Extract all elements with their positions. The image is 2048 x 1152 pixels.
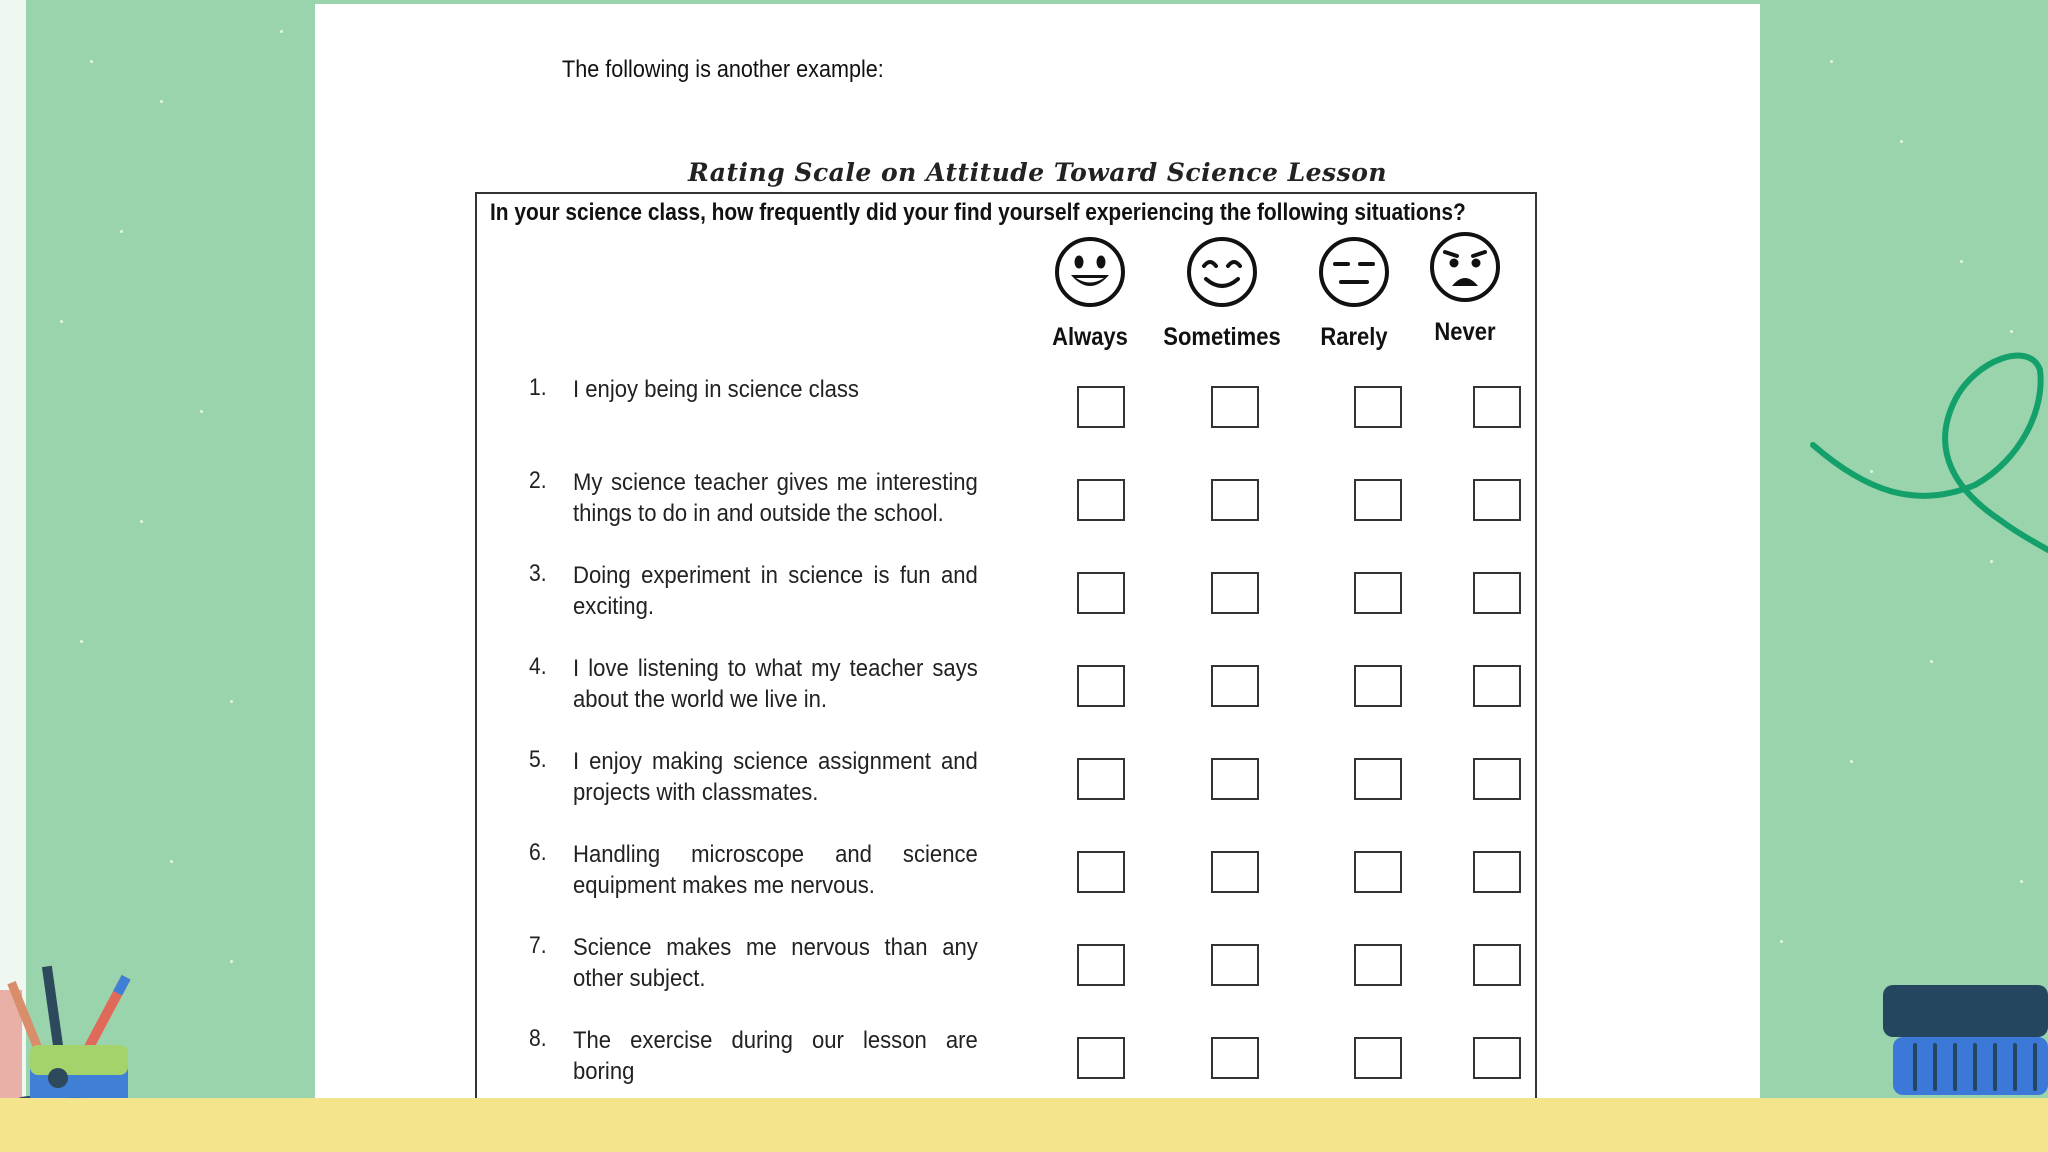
item-text: I enjoy being in science class — [573, 376, 859, 403]
scale-always — [1015, 237, 1165, 352]
item-number: 1. — [529, 374, 547, 401]
background-speck — [230, 960, 233, 963]
background-speck — [170, 860, 173, 863]
background-speck — [1900, 140, 1903, 143]
rating-scale-title: Rating Scale on Attitude Toward Science Lesson — [687, 158, 1388, 187]
item-number: 6. — [529, 839, 547, 866]
swirl-doodle-icon — [1805, 350, 2048, 580]
checkbox-item6-rarely[interactable] — [1354, 851, 1402, 893]
checkbox-item2-always[interactable] — [1077, 479, 1125, 521]
checkbox-item6-never[interactable] — [1473, 851, 1521, 893]
checkbox-item7-always[interactable] — [1077, 944, 1125, 986]
item-number: 5. — [529, 746, 547, 773]
item-number: 7. — [529, 932, 547, 959]
item-number: 3. — [529, 560, 547, 587]
background-speck — [140, 520, 143, 523]
checkbox-item1-sometimes[interactable] — [1211, 386, 1259, 428]
checkbox-item3-sometimes[interactable] — [1211, 572, 1259, 614]
background-speck — [1850, 760, 1853, 763]
checkbox-item8-always[interactable] — [1077, 1037, 1125, 1079]
intro-text: The following is another example: — [562, 56, 884, 83]
checkbox-item8-rarely[interactable] — [1354, 1037, 1402, 1079]
rating-scale-table — [475, 192, 1537, 1112]
checkbox-item2-never[interactable] — [1473, 479, 1521, 521]
checkbox-item5-rarely[interactable] — [1354, 758, 1402, 800]
item-text: I enjoy making science assignment and projects with classmates. — [573, 748, 978, 806]
background-speck — [230, 700, 233, 703]
checkbox-item2-rarely[interactable] — [1354, 479, 1402, 521]
smiling-face-icon — [1184, 237, 1260, 307]
background-speck — [200, 410, 203, 413]
background-speck — [80, 640, 83, 643]
scale-label-sometimes: Sometimes — [1163, 323, 1281, 351]
checkbox-item3-always[interactable] — [1077, 572, 1125, 614]
checkbox-item5-never[interactable] — [1473, 758, 1521, 800]
checkbox-item8-never[interactable] — [1473, 1037, 1521, 1079]
item-number: 8. — [529, 1025, 547, 1052]
checkbox-item4-rarely[interactable] — [1354, 665, 1402, 707]
bottom-band — [0, 1098, 2048, 1152]
background-speck — [2010, 330, 2013, 333]
item-text: Doing experiment in science is fun and exciting. — [573, 562, 978, 620]
item-text: Science makes me nervous than any other subject. — [573, 934, 978, 992]
worried-face-icon — [1427, 232, 1503, 302]
scale-label-rarely: Rarely — [1320, 323, 1388, 351]
checkbox-item3-rarely[interactable] — [1354, 572, 1402, 614]
background-speck — [1780, 940, 1783, 943]
background-speck — [90, 60, 93, 63]
big-smile-face-icon — [1052, 237, 1128, 307]
checkbox-item7-rarely[interactable] — [1354, 944, 1402, 986]
item-number: 2. — [529, 467, 547, 494]
scale-label-always: Always — [1052, 323, 1128, 351]
background-speck — [60, 320, 63, 323]
checkbox-item5-always[interactable] — [1077, 758, 1125, 800]
checkbox-item1-rarely[interactable] — [1354, 386, 1402, 428]
background-speck — [120, 230, 123, 233]
background-speck — [1930, 660, 1933, 663]
checkbox-item7-never[interactable] — [1473, 944, 1521, 986]
item-number: 4. — [529, 653, 547, 680]
neutral-face-icon — [1316, 237, 1392, 307]
background-speck — [1830, 60, 1833, 63]
item-text: The exercise during our lesson are boring — [573, 1027, 978, 1085]
book-stack-icon — [1883, 985, 2048, 1095]
background-speck — [280, 30, 283, 33]
checkbox-item1-always[interactable] — [1077, 386, 1125, 428]
checkbox-item4-sometimes[interactable] — [1211, 665, 1259, 707]
background-speck — [160, 100, 163, 103]
background-speck — [1960, 260, 1963, 263]
checkbox-item7-sometimes[interactable] — [1211, 944, 1259, 986]
checkbox-item2-sometimes[interactable] — [1211, 479, 1259, 521]
checkbox-item8-sometimes[interactable] — [1211, 1037, 1259, 1079]
scale-never — [1390, 232, 1540, 347]
checkbox-item4-always[interactable] — [1077, 665, 1125, 707]
checkbox-item5-sometimes[interactable] — [1211, 758, 1259, 800]
item-text: Handling microscope and science equipment makes me nervous. — [573, 841, 978, 899]
document-page — [315, 4, 1760, 1098]
checkbox-item3-never[interactable] — [1473, 572, 1521, 614]
checkbox-item4-never[interactable] — [1473, 665, 1521, 707]
survey-question: In your science class, how frequently did your find yourself experiencing the following situations? — [490, 199, 1466, 226]
scale-label-never: Never — [1434, 318, 1496, 346]
checkbox-item1-never[interactable] — [1473, 386, 1521, 428]
checkbox-item6-sometimes[interactable] — [1211, 851, 1259, 893]
item-text: My science teacher gives me interesting things to do in and outside the school. — [573, 469, 978, 527]
background-speck — [2020, 880, 2023, 883]
scale-sometimes — [1147, 237, 1297, 352]
checkbox-item6-always[interactable] — [1077, 851, 1125, 893]
item-text: I love listening to what my teacher says about the world we live in. — [573, 655, 978, 713]
